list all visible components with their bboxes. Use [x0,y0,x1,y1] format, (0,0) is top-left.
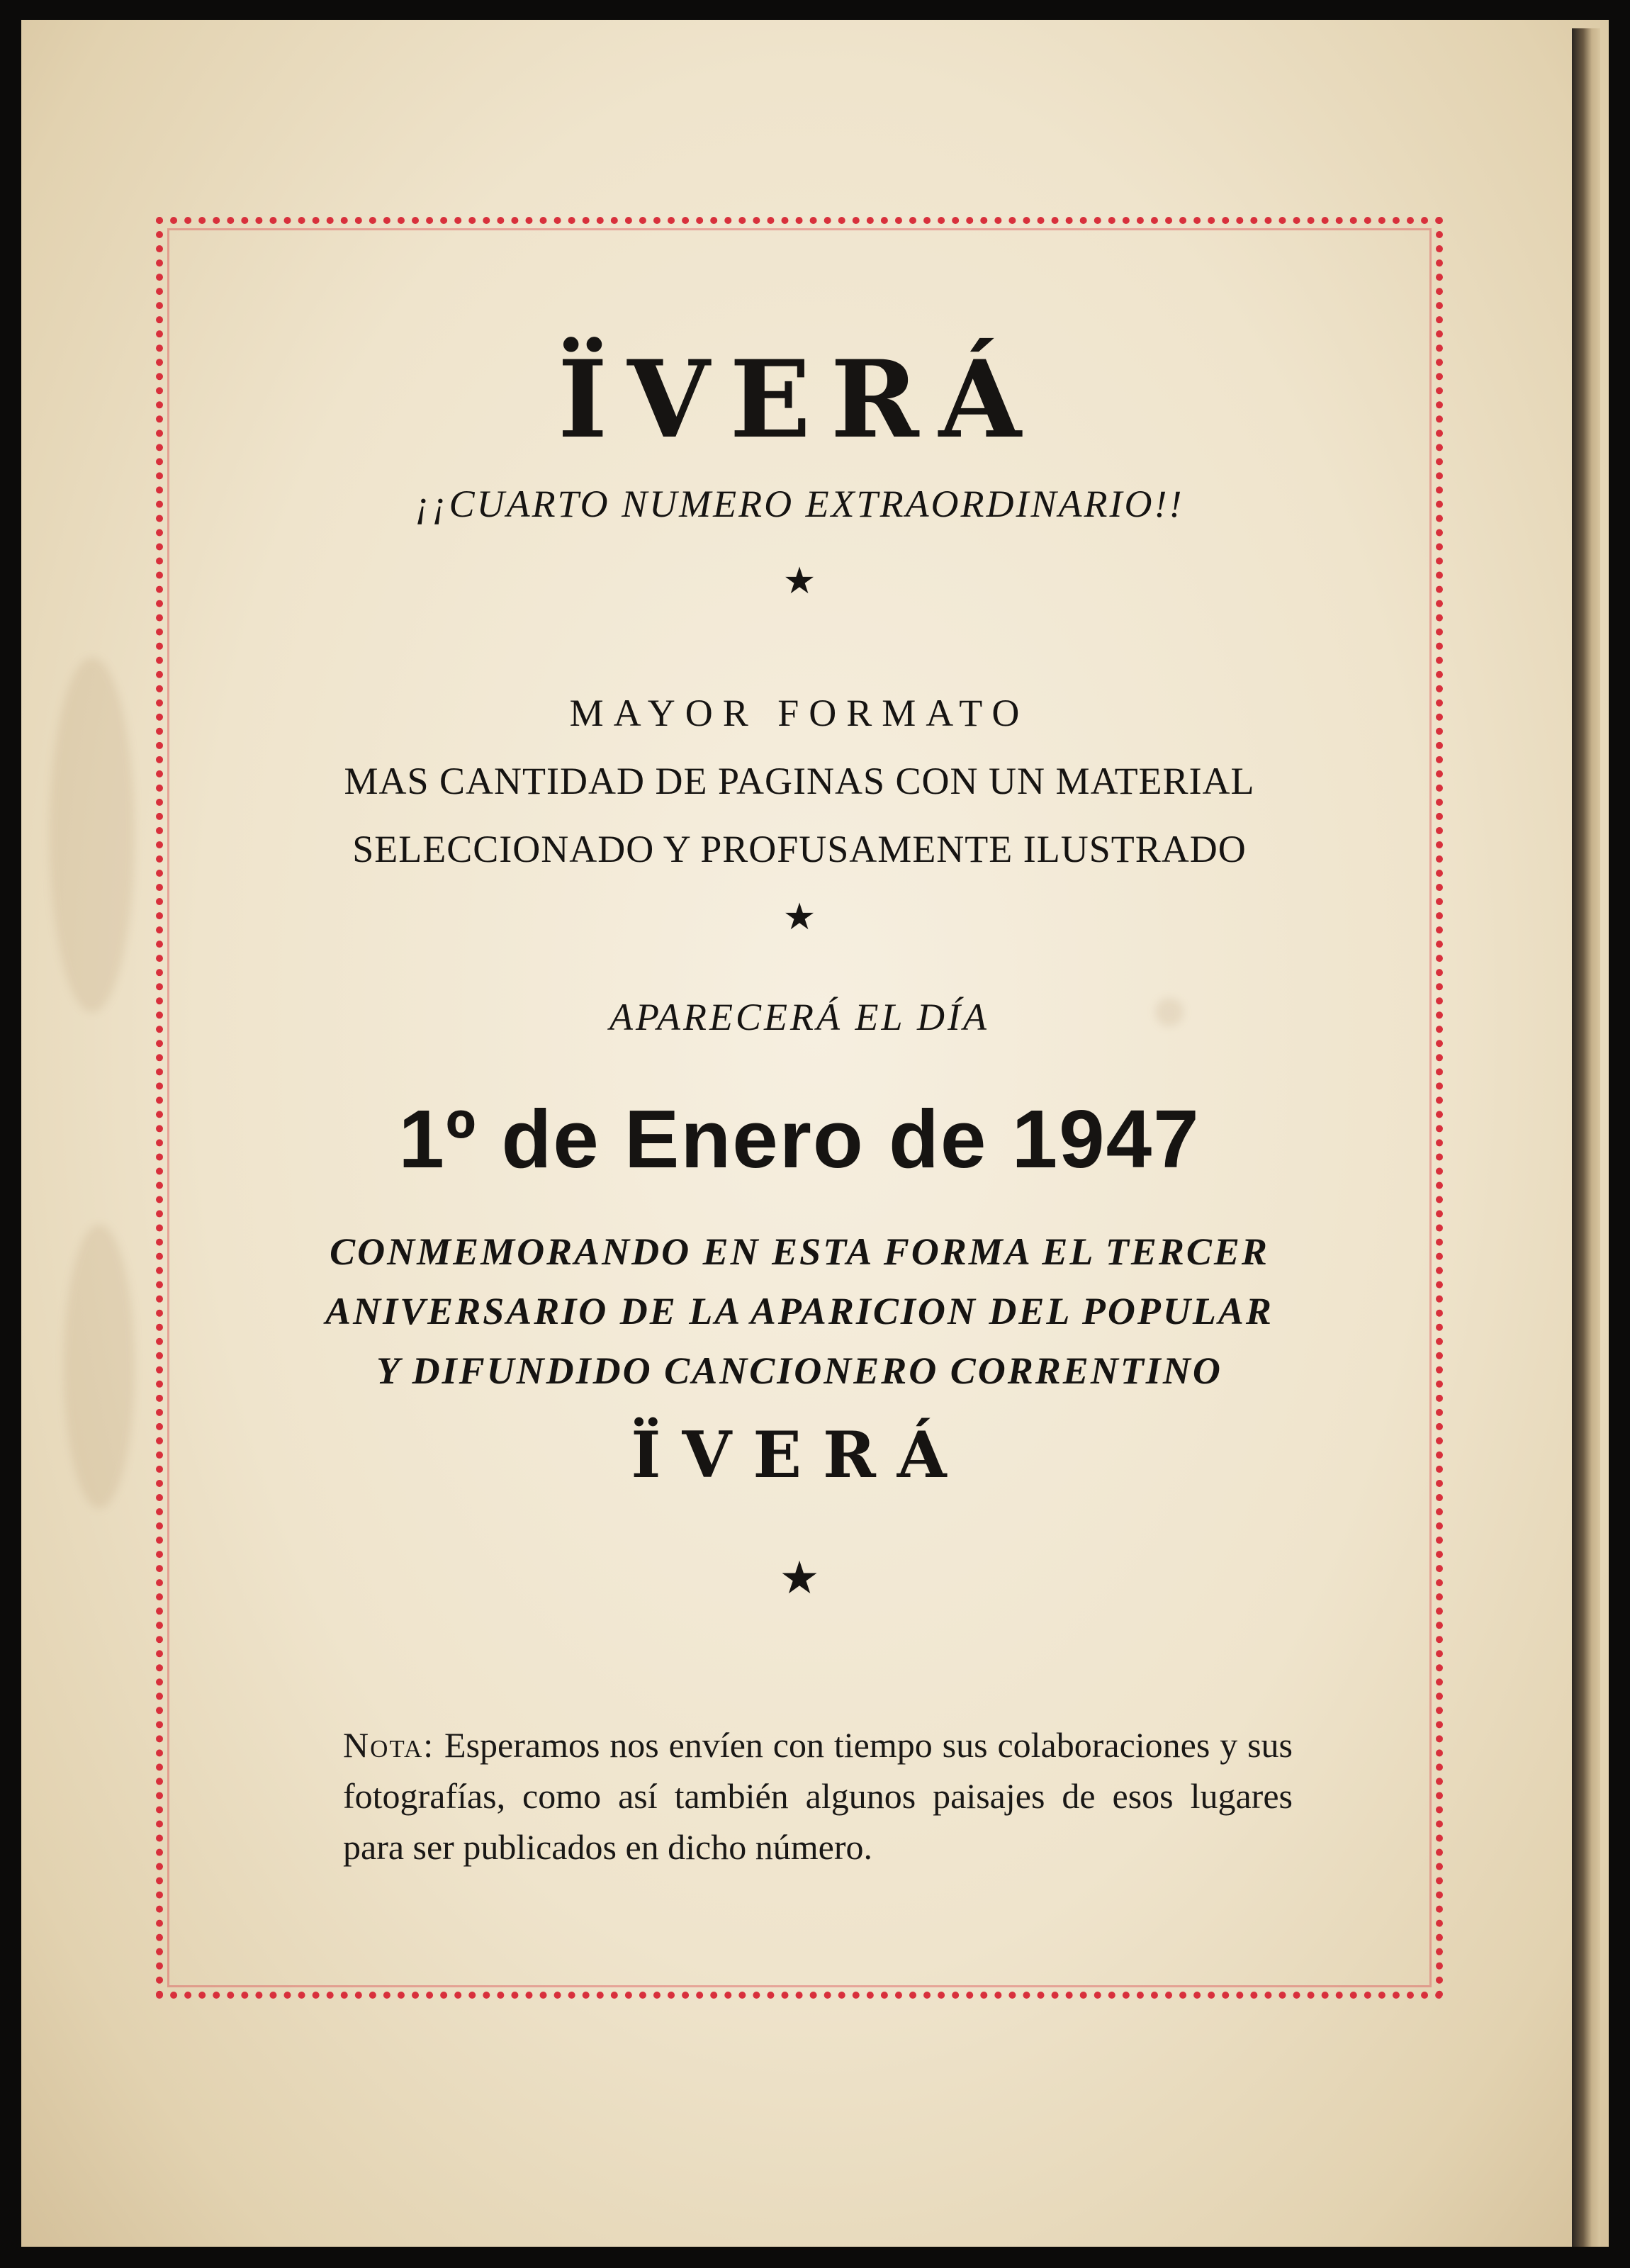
commemoration-line: ANIVERSARIO DE LA APARICION DEL POPULAR [325,1290,1274,1332]
release-date: 1º de Enero de 1947 [398,1093,1201,1185]
appearance-intro: APARECERÁ EL DÍA [609,996,989,1038]
magazine-title: ÏVERÁ [558,337,1041,462]
commemoration-line: Y DIFUNDIDO CANCIONERO CORRENTINO [376,1349,1222,1392]
features-block [163,679,1436,883]
commemoration-text [163,1222,1436,1400]
paper-stain [64,1225,135,1508]
feature-line: MAS CANTIDAD DE PAGINAS CON UN MATERIAL [344,760,1255,802]
commemoration-line: CONMEMORANDO EN ESTA FORMA EL TERCER [330,1230,1269,1273]
note-label: Nota: [343,1725,435,1765]
star-separator: ★ [782,561,816,602]
magazine-title-repeat: ÏVERÁ [631,1418,968,1493]
note-paragraph [343,1719,1293,1873]
note-text: Esperamos nos envíen con tiempo sus colaboraciones y sus fotografías, como así también algunos paisajes de esos lugares para ser publicados en dicho número. [343,1725,1293,1867]
feature-line: SELECCIONADO Y PROFUSAMENTE ILUSTRADO [352,828,1247,870]
book-spine [1572,28,1600,2247]
paper-stain [50,658,135,1012]
feature-line: MAYOR FORMATO [569,692,1030,734]
issue-subtitle: ¡¡CUARTO NUMERO EXTRAORDINARIO!! [415,483,1184,525]
star-separator: ★ [779,1553,820,1603]
star-separator: ★ [782,897,816,938]
